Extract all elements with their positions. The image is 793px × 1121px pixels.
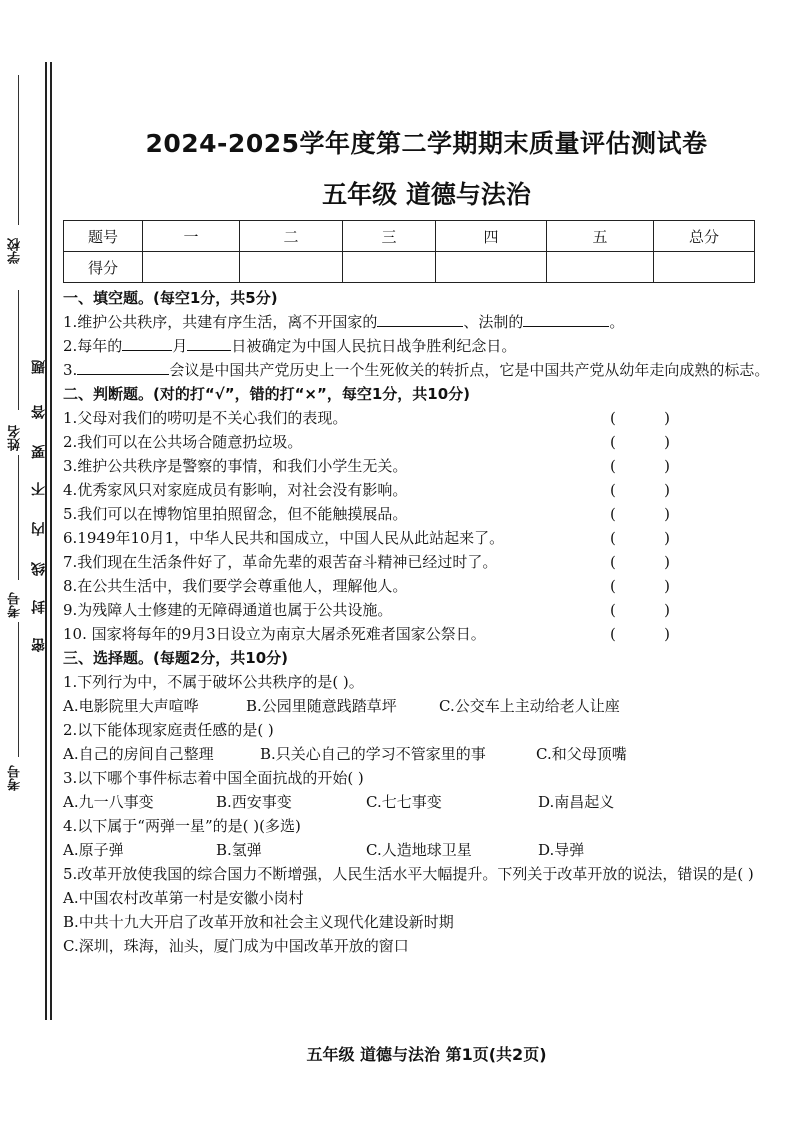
choice-option[interactable]: A.电影院里大声喧哗 <box>63 697 199 715</box>
score-input-cell[interactable] <box>143 252 240 283</box>
answer-blank[interactable] <box>77 358 169 375</box>
paren-open: ( <box>610 529 616 547</box>
question-text: 2.我们可以在公共场合随意扔垃圾。 <box>63 433 303 451</box>
paren-open: ( <box>610 481 616 499</box>
paren-open: ( <box>610 577 616 595</box>
judge-question <box>63 574 785 598</box>
choice-options <box>63 694 785 718</box>
choice-option[interactable]: C.深圳，珠海，汕头，厦门成为中国改革开放的窗口 <box>63 937 409 955</box>
class-label: 考号 <box>8 765 23 791</box>
fill-question <box>63 334 785 358</box>
answer-parentheses[interactable] <box>610 622 670 646</box>
school-blank-line <box>18 75 19 225</box>
choice-question: 5.改革开放使我国的综合国力不断增强，人民生活水平大幅提升。下列关于改革开放的说法，错误的是( ) <box>63 865 754 883</box>
paren-close: ) <box>664 601 670 619</box>
paren-close: ) <box>664 577 670 595</box>
question-text: 、法制的 <box>463 313 524 331</box>
seal-char: 密 <box>31 638 47 652</box>
name-label: 姓名 <box>8 425 23 451</box>
score-cell: 三 <box>343 221 436 252</box>
seal-char: 答 <box>31 405 47 419</box>
question-text: 会议是中国共产党历史上一个生死攸关的转折点，它是中国共产党从幼年走向成熟的标志。 <box>169 361 770 379</box>
answer-blank[interactable] <box>377 310 463 327</box>
question-text: 日被确定为中国人民抗日战争胜利纪念日。 <box>231 337 517 355</box>
choice-question: 2.以下能体现家庭责任感的是( ) <box>63 721 274 739</box>
question-text: 6.1949年10月1，中华人民共和国成立，中国人民从此站起来了。 <box>63 529 505 547</box>
class-blank-line <box>18 622 19 757</box>
school-label: 学校 <box>8 238 23 264</box>
question-text: 8.在公共生活中，我们要学会尊重他人，理解他人。 <box>63 577 408 595</box>
choice-question: 3.以下哪个事件标志着中国全面抗战的开始( ) <box>63 769 364 787</box>
paren-close: ) <box>664 625 670 643</box>
choice-option[interactable]: C.七七事变 <box>366 793 442 811</box>
question-text: 7.我们现在生活条件好了，革命先辈的艰苦奋斗精神已经过时了。 <box>63 553 498 571</box>
choice-option[interactable]: D.导弹 <box>538 841 585 859</box>
judge-question <box>63 550 785 574</box>
judge-question <box>63 526 785 550</box>
score-table-header-row <box>64 221 755 252</box>
judge-question <box>63 406 785 430</box>
fill-question <box>63 358 785 382</box>
answer-parentheses[interactable] <box>610 430 670 454</box>
score-input-cell[interactable] <box>240 252 343 283</box>
question-text: 10. 国家将每年的9月3日设立为南京大屠杀死难者国家公祭日。 <box>63 625 486 643</box>
paren-open: ( <box>610 553 616 571</box>
answer-parentheses[interactable] <box>610 598 670 622</box>
score-cell: 五 <box>547 221 654 252</box>
exam-subtitle: 五年级 道德与法治 <box>322 180 531 209</box>
paren-close: ) <box>664 433 670 451</box>
answer-parentheses[interactable] <box>610 454 670 478</box>
question-text: 9.为残障人士修建的无障碍通道也属于公共设施。 <box>63 601 393 619</box>
seal-char: 线 <box>31 562 47 576</box>
paren-close: ) <box>664 553 670 571</box>
paren-close: ) <box>664 529 670 547</box>
judge-question <box>63 502 785 526</box>
answer-parentheses[interactable] <box>610 574 670 598</box>
question-text: 1.维护公共秩序，共建有序生活，离不开国家的 <box>63 313 378 331</box>
answer-parentheses[interactable] <box>610 550 670 574</box>
choice-option[interactable]: A.自己的房间自己整理 <box>63 745 214 763</box>
score-table-score-row <box>64 252 755 283</box>
judge-question <box>63 454 785 478</box>
judge-question <box>63 430 785 454</box>
paren-open: ( <box>610 625 616 643</box>
choice-option[interactable]: C.人造地球卫星 <box>366 841 472 859</box>
score-input-cell[interactable] <box>654 252 755 283</box>
score-input-cell[interactable] <box>436 252 547 283</box>
exam-content <box>63 286 785 958</box>
paren-close: ) <box>664 505 670 523</box>
score-cell: 一 <box>143 221 240 252</box>
paren-open: ( <box>610 409 616 427</box>
judge-question <box>63 598 785 622</box>
answer-blank[interactable] <box>187 334 231 351</box>
choice-option[interactable]: A.原子弹 <box>63 841 124 859</box>
choice-option[interactable]: D.南昌起义 <box>538 793 615 811</box>
choice-option[interactable]: C.公交车上主动给老人让座 <box>439 697 620 715</box>
question-text: 4.优秀家风只对家庭成员有影响，对社会没有影响。 <box>63 481 408 499</box>
score-cell: 题号 <box>64 221 143 252</box>
choice-option[interactable]: B.只关心自己的学习不管家里的事 <box>260 745 486 763</box>
choice-option[interactable]: A.九一八事变 <box>63 793 154 811</box>
question-text: 5.我们可以在博物馆里拍照留念，但不能触摸展品。 <box>63 505 408 523</box>
fill-question <box>63 310 785 334</box>
section-heading: 一、填空题。(每空1分，共5分) <box>63 289 278 307</box>
id-label: 考号 <box>8 592 23 618</box>
name-blank-line <box>18 290 19 410</box>
score-cell: 总分 <box>654 221 755 252</box>
seal-char: 题 <box>31 360 47 374</box>
choice-options <box>63 838 785 862</box>
id-blank-line <box>18 455 19 580</box>
choice-option[interactable]: B.西安事变 <box>216 793 292 811</box>
paren-close: ) <box>664 481 670 499</box>
score-input-cell[interactable] <box>547 252 654 283</box>
choice-question: 4.以下属于“两弹一星”的是( )(多选) <box>63 817 301 835</box>
score-table <box>63 220 755 283</box>
choice-option[interactable]: B.中共十九大开启了改革开放和社会主义现代化建设新时期 <box>63 913 454 931</box>
question-text: 月 <box>172 337 188 355</box>
seal-char: 封 <box>31 600 47 614</box>
score-cell: 得分 <box>64 252 143 283</box>
question-text: 2.每年的 <box>63 337 123 355</box>
page-footer: 五年级 道德与法治 第1页(共2页) <box>306 1045 547 1064</box>
choice-option[interactable]: B.公园里随意践踏草坪 <box>246 697 397 715</box>
choice-option[interactable]: C.和父母顶嘴 <box>536 745 627 763</box>
judge-question <box>63 622 785 646</box>
choice-option[interactable]: B.氢弹 <box>216 841 262 859</box>
score-cell: 四 <box>436 221 547 252</box>
paren-close: ) <box>664 457 670 475</box>
seal-char: 不 <box>31 482 47 496</box>
paren-open: ( <box>610 601 616 619</box>
section-heading: 三、选择题。(每题2分，共10分) <box>63 649 289 667</box>
exam-title: 2024-2025学年度第二学期期末质量评估测试卷 <box>145 129 708 158</box>
answer-parentheses[interactable] <box>610 478 670 502</box>
score-cell: 二 <box>240 221 343 252</box>
paren-open: ( <box>610 433 616 451</box>
choice-option[interactable]: A.中国农村改革第一村是安徽小岗村 <box>63 889 304 907</box>
answer-blank[interactable] <box>122 334 172 351</box>
question-text: 。 <box>609 313 625 331</box>
score-input-cell[interactable] <box>343 252 436 283</box>
question-text: 1.父母对我们的唠叨是不关心我们的表现。 <box>63 409 348 427</box>
answer-parentheses[interactable] <box>610 406 670 430</box>
paren-open: ( <box>610 505 616 523</box>
choice-options <box>63 742 785 766</box>
seal-char: 内 <box>31 522 47 536</box>
choice-options <box>63 790 785 814</box>
binding-line <box>45 62 47 1020</box>
answer-parentheses[interactable] <box>610 526 670 550</box>
question-text: 3. <box>63 361 78 379</box>
judge-question <box>63 478 785 502</box>
seal-char: 要 <box>31 445 47 459</box>
answer-parentheses[interactable] <box>610 502 670 526</box>
question-text: 3.维护公共秩序是警察的事情，和我们小学生无关。 <box>63 457 408 475</box>
section-heading: 二、判断题。(对的打“√”，错的打“×”，每空1分，共10分) <box>63 385 471 403</box>
paren-close: ) <box>664 409 670 427</box>
binding-line <box>50 62 52 1020</box>
choice-question: 1.下列行为中，不属于破坏公共秩序的是( )。 <box>63 673 364 691</box>
answer-blank[interactable] <box>523 310 609 327</box>
paren-open: ( <box>610 457 616 475</box>
